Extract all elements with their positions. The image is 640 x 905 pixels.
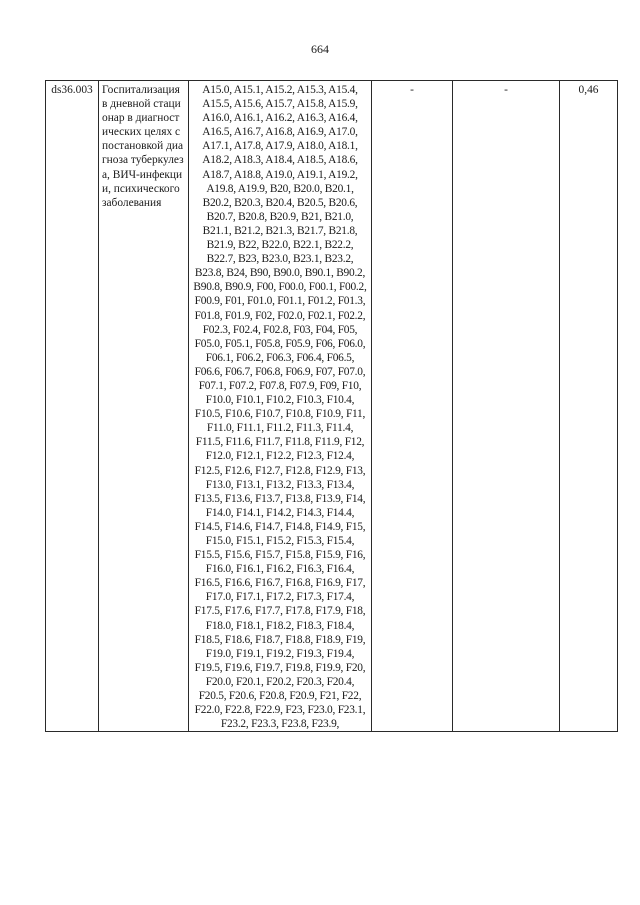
page-number: 664: [311, 42, 329, 56]
tariff-table: [45, 80, 618, 732]
table-row: [46, 81, 618, 732]
kgs-code-cell: ds36.003: [46, 81, 99, 732]
coefficient-cell: 0,46: [560, 81, 618, 732]
diagnosis-codes-cell: A15.0, A15.1, A15.2, A15.3, A15.4, A15.5, A15.6, A15.7, A15.8, A15.9, A16.0, A16.1, A16.2, A16.3, A16.4, A16.5, A16.7, A16.8, A16.9, A17.0, A17.1, A17.8, A17.9, A18.0, A18.1, A18.2, A18.3, A18.4, A18.5, A18.6, A18.7, A18.8, A19.0, A19.1, A19.2, A19.8, A19.9, B20, B20.0, B20.1, B20.2, B20.3, B20.4, B20.5, B20.6, B20.7, B20.8, B20.9, B21, B21.0, B21.1, B21.2, B21.3, B21.7, B21.8, B21.9, B22, B22.0, B22.1, B22.2, B22.7, B23, B23.0, B23.1, B23.2, B23.8, B24, B90, B90.0, B90.1, B90.2, B90.8, B90.9, F00, F00.0, F00.1, F00.2, F00.9, F01, F01.0, F01.1, F01.2, F01.3, F01.8, F01.9, F02, F02.0, F02.1, F02.2, F02.3, F02.4, F02.8, F03, F04, F05, F05.0, F05.1, F05.8, F05.9, F06, F06.0, F06.1, F06.2, F06.3, F06.4, F06.5, F06.6, F06.7, F06.8, F06.9, F07, F07.0, F07.1, F07.2, F07.8, F07.9, F09, F10, F10.0, F10.1, F10.2, F10.3, F10.4, F10.5, F10.6, F10.7, F10.8, F10.9, F11, F11.0, F11.1, F11.2, F11.3, F11.4, F11.5, F11.6, F11.7, F11.8, F11.9, F12, F12.0, F12.1, F12.2, F12.3, F12.4, F12.5, F12.6, F12.7, F12.8, F12.9, F13, F13.0, F13.1, F13.2, F13.3, F13.4, F13.5, F13.6, F13.7, F13.8, F13.9, F14, F14.0, F14.1, F14.2, F14.3, F14.4, F14.5, F14.6, F14.7, F14.8, F14.9, F15, F15.0, F15.1, F15.2, F15.3, F15.4, F15.5, F15.6, F15.7, F15.8, F15.9, F16, F16.0, F16.1, F16.2, F16.3, F16.4, F16.5, F16.6, F16.7, F16.8, F16.9, F17, F17.0, F17.1, F17.2, F17.3, F17.4, F17.5, F17.6, F17.7, F17.8, F17.9, F18, F18.0, F18.1, F18.2, F18.3, F18.4, F18.5, F18.6, F18.7, F18.8, F18.9, F19, F19.0, F19.1, F19.2, F19.3, F19.4, F19.5, F19.6, F19.7, F19.8, F19.9, F20, F20.0, F20.1, F20.2, F20.3, F20.4, F20.5, F20.6, F20.8, F20.9, F21, F22, F22.0, F22.8, F22.9, F23, F23.0, F23.1, F23.2, F23.3, F23.8, F23.9,: [189, 81, 372, 732]
group-name-cell: Госпитализация в дневной стационар в диагностических целях с постановкой диагноза туберкулеза, ВИЧ-инфекции, психического заболевания: [99, 81, 189, 732]
service-code-cell: -: [372, 81, 453, 732]
additional-criteria-cell: -: [453, 81, 560, 732]
